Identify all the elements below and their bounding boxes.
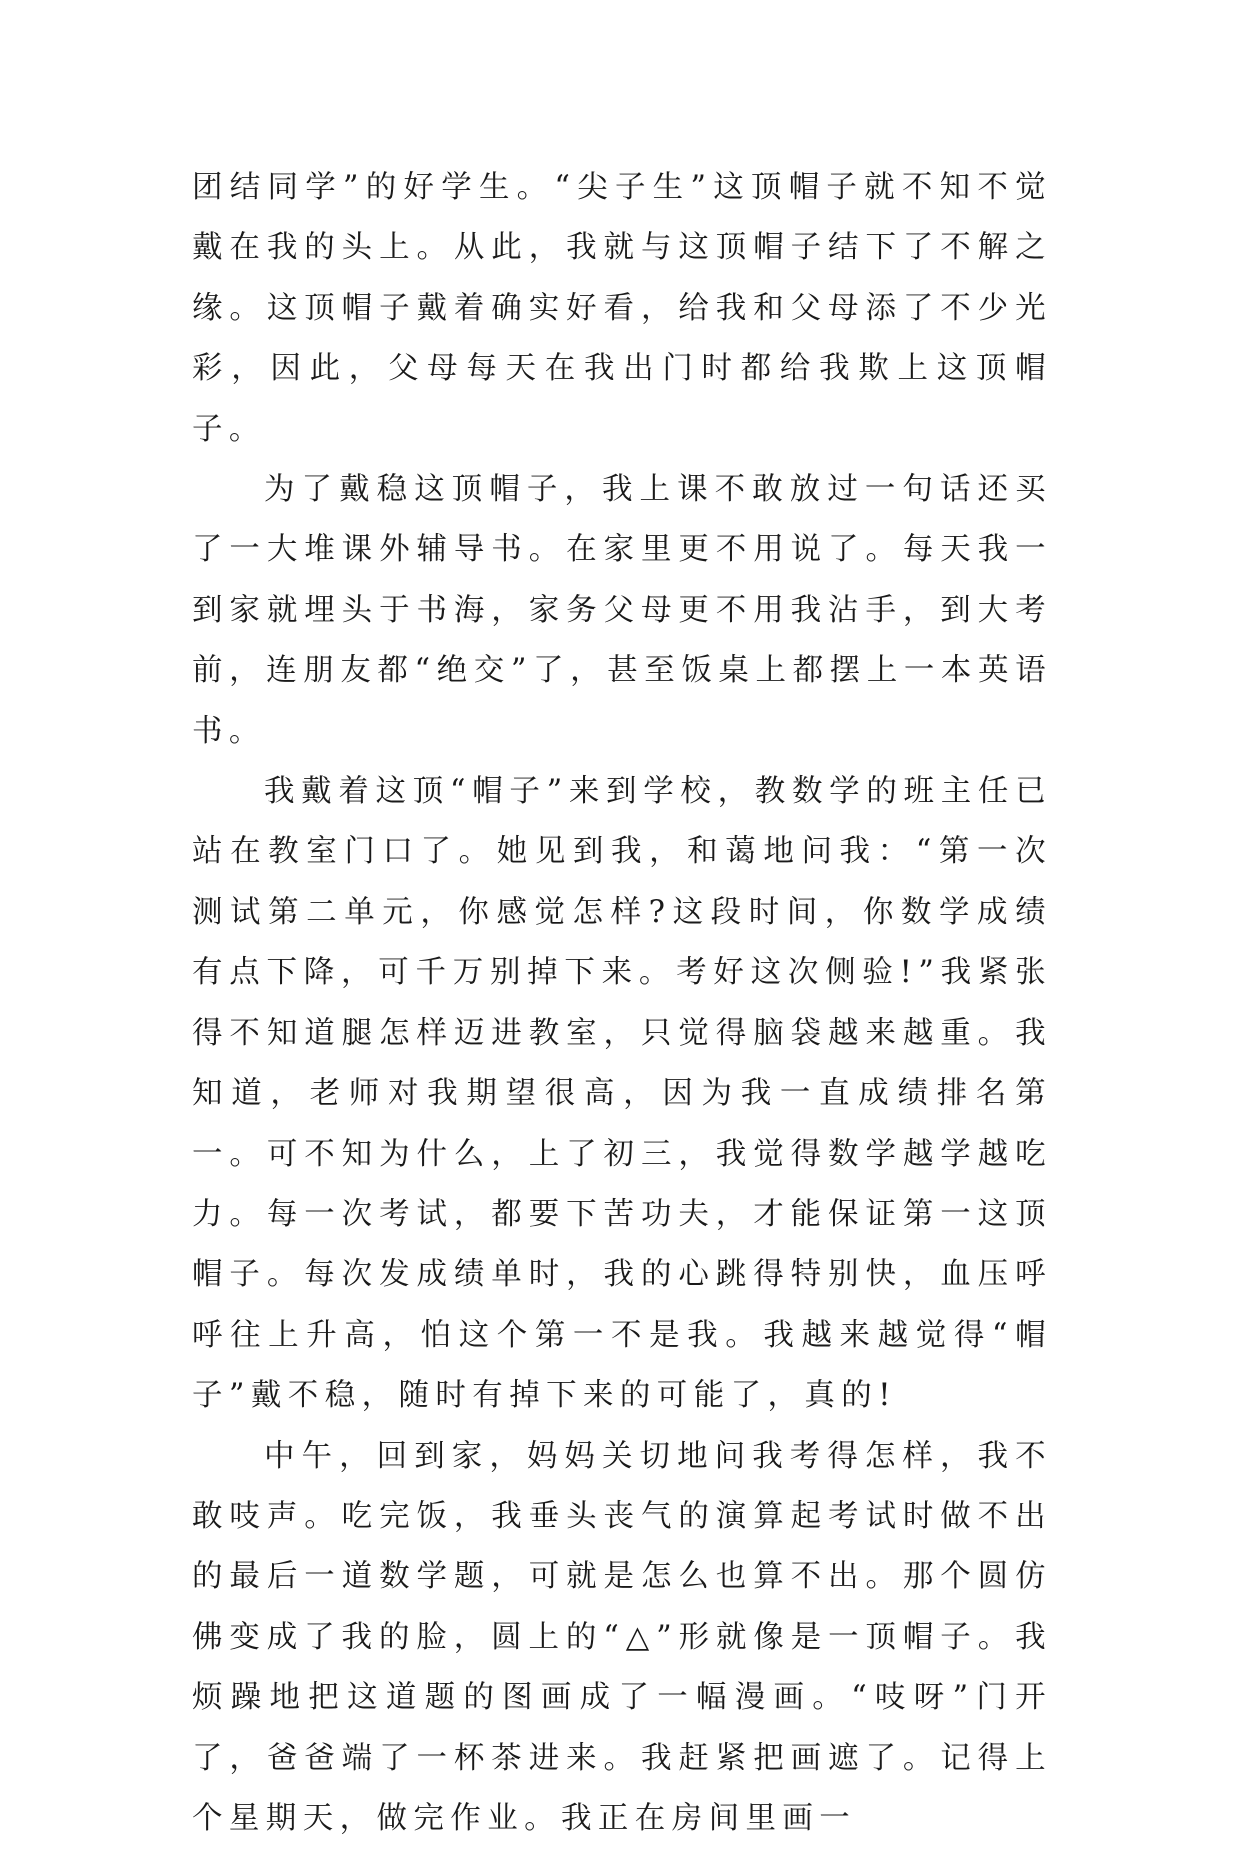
paragraph-1: 团结同学”的好学生。“尖子生”这顶帽子就不知不觉戴在我的头上。从此，我就与这顶帽子结下了不解之缘。这顶帽子戴着确实好看，给我和父母添了不少光彩，因此，父母每天在我出门时都给我欺上这顶帽子。 (192, 170, 1052, 447)
body-text (192, 158, 1052, 1849)
paragraph-4: 中午，回到家，妈妈关切地问我考得怎样，我不敢吱声。吃完饭，我垂头丧气的演算起考试时做不出的最后一道数学题，可就是怎么也算不出。那个圆仿佛变成了我的脸，圆上的“△”形就像是一顶帽子。我烦躁地把这道题的图画成了一幅漫画。“吱呀”门开了，爸爸端了一杯茶进来。我赶紧把画遮了。记得上个星期天，做完作业。我正在房间里画一 (192, 1438, 1052, 1836)
paragraph-3: 我戴着这顶“帽子”来到学校，教数学的班主任已站在教室门口了。她见到我，和蔼地问我：“第一次测试第二单元，你感觉怎样?这段时间，你数学成绩有点下降，可千万别掉下来。考好这次侧验!”我紧张得不知道腿怎样迈进教室，只觉得脑袋越来越重。我知道，老师对我期望很高，因为我一直成绩排名第一。可不知为什么，上了初三，我觉得数学越学越吃力。每一次考试，都要下苦功夫，才能保证第一这顶帽子。每次发成绩单时，我的心跳得特别快，血压呼呼往上升高，怕这个第一不是我。我越来越觉得“帽子”戴不稳，随时有掉下来的可能了，真的! (192, 774, 1052, 1414)
paragraph-2: 为了戴稳这顶帽子，我上课不敢放过一句话还买了一大堆课外辅导书。在家里更不用说了。每天我一到家就埋头于书海，家务父母更不用我沾手，到大考前，连朋友都“绝交”了，甚至饭桌上都摆上一本英语书。 (192, 472, 1052, 749)
